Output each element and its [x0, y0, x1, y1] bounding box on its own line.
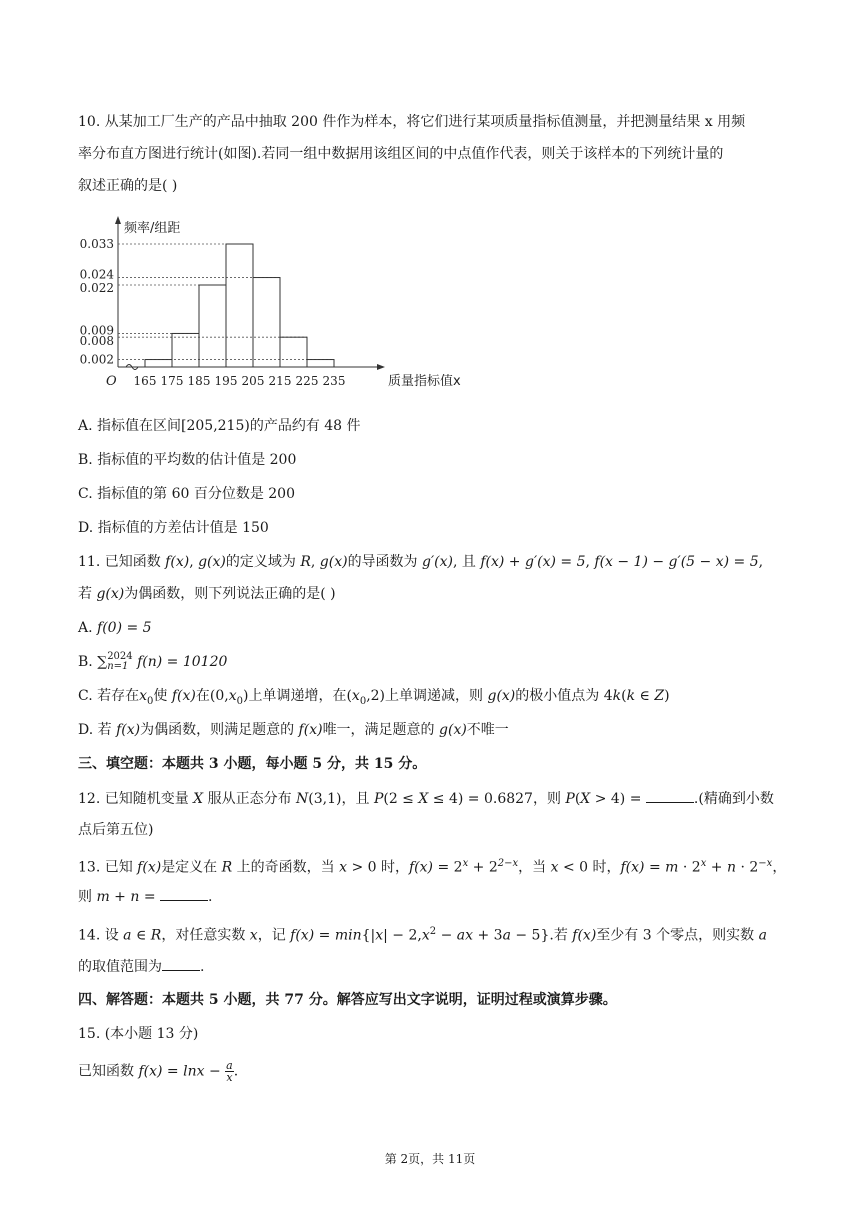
histogram-chart: [72, 212, 472, 402]
y-tick-label: 0.009: [79, 323, 114, 338]
y-axis-label: 频率/组距: [124, 221, 181, 236]
origin-label: O: [106, 374, 117, 389]
q15-statement: 已知函数 f(x) = lnx − $\frac{a}{x}$ .: [78, 1059, 239, 1084]
answer-blank[interactable]: [162, 956, 200, 971]
section-3-heading: 三、填空题：本题共 3 小题，每小题 5 分，共 15 分。: [78, 756, 427, 772]
x-axis-label: 质量指标值x: [388, 374, 461, 389]
answer-blank[interactable]: [160, 886, 208, 901]
q10-option-d: D. 指标值的方差估计值是 150: [78, 520, 269, 536]
section-4-heading: 四、解答题：本题共 5 小题，共 77 分。解答应写出文字说明，证明过程或演算步骤。: [78, 992, 617, 1008]
y-tick-label: 0.002: [79, 352, 114, 367]
x-tick-label: 195: [214, 374, 238, 388]
x-tick-label: 205: [241, 374, 265, 388]
q11-option-a: A. f(0) = 5: [78, 620, 152, 636]
q11-option-d: D. 若 f(x)为偶函数，则满足题意的 f(x)唯一，满足题意的 g(x)不唯一: [78, 722, 509, 738]
q10-line-1: 10. 从某加工厂生产的产品中抽取 200 件作为样本，将它们进行某项质量指标值测量，并把测量结果 x 用频: [78, 114, 746, 130]
q13-line-2: 则 m + n = .: [78, 886, 213, 907]
y-tick-label: 0.022: [79, 281, 114, 295]
q13-line-1: 13. 已知 f(x)是定义在 R 上的奇函数，当 x > 0 时，$f(x) = 2^x + 2^{2-x}$，当 x < 0 时，$f(x) = m \cdot 2^x + n \cdot 2^{-x}$，: [78, 858, 787, 876]
page-footer: 第 2页，共 11页: [384, 1152, 476, 1166]
fraction: $\frac{a}{x}$: [226, 1059, 233, 1084]
q11-line-2: 若 g(x)为偶函数，则下列说法正确的是( ): [78, 586, 336, 602]
histogram-bar: [280, 337, 307, 367]
q10-option-c: C. 指标值的第 60 百分位数是 200: [78, 486, 295, 502]
q11-option-c: C. 若存在$x_0$使 f(x)在$(0,x_0)$上单调递增，在$(x_0,2)$上单调递减，则 g(x)的极小值点为 4k(k ∈ Z): [78, 688, 670, 707]
x-axis-arrow: [377, 364, 385, 370]
histogram-bar: [145, 360, 172, 367]
q14-line-1: 14. 设 a ∈ R，对任意实数 x，记 $f(x) = \min\{|x| - 2,x^2$ − ax + 3a − 5}.若 f(x)至少有 3 个零点，则实数 a: [78, 926, 767, 944]
answer-blank[interactable]: [646, 788, 694, 803]
histogram-bar: [199, 285, 226, 367]
histogram-bar: [307, 360, 334, 367]
y-tick-label: 0.033: [79, 237, 114, 251]
q10-line-2: 率分布直方图进行统计(如图).若同一组中数据用该组区间的中点值作代表，则关于该样本的下列统计量的: [78, 146, 724, 162]
y-tick-label: 0.024: [79, 267, 114, 282]
q10-line-3: 叙述正确的是( ): [78, 178, 178, 194]
q12-line-1: 12. 已知随机变量 X 服从正态分布 N(3,1)，且 P(2 ≤ X ≤ 4) = 0.6827，则 P(X > 4) = .(精确到小数: [78, 788, 774, 809]
histogram-bar: [172, 333, 199, 367]
q11-option-b: B. ∑ 2024 n=1 f(n) = 10120: [78, 651, 228, 672]
x-tick-label: 165: [133, 374, 157, 388]
q11-line-1: 11. 已知函数 f(x), g(x)的定义域为 R, g(x)的导函数为 g′(x), 且 f(x) + g′(x) = 5, f(x − 1) − g′(5 − x) = 5,: [78, 554, 764, 570]
x-tick-label: 235: [322, 374, 346, 388]
y-axis-arrow: [115, 216, 121, 224]
q10-option-b: B. 指标值的平均数的估计值是 200: [78, 452, 297, 468]
q15-title: 15. (本小题 13 分): [78, 1026, 199, 1042]
x-tick-label: 185: [187, 374, 211, 388]
q14-line-2: 的取值范围为 .: [78, 956, 204, 977]
histogram-bar: [253, 278, 280, 367]
x-tick-label: 215: [268, 374, 292, 388]
x-tick-label: 175: [160, 374, 184, 388]
y-tick-label: 0.008: [79, 334, 114, 349]
q12-line-2: 点后第五位): [78, 822, 154, 838]
q10-option-a: A. 指标值在区间[205,215)的产品约有 48 件: [78, 418, 361, 434]
x-tick-label: 225: [295, 374, 319, 388]
histogram-bar: [226, 244, 253, 367]
